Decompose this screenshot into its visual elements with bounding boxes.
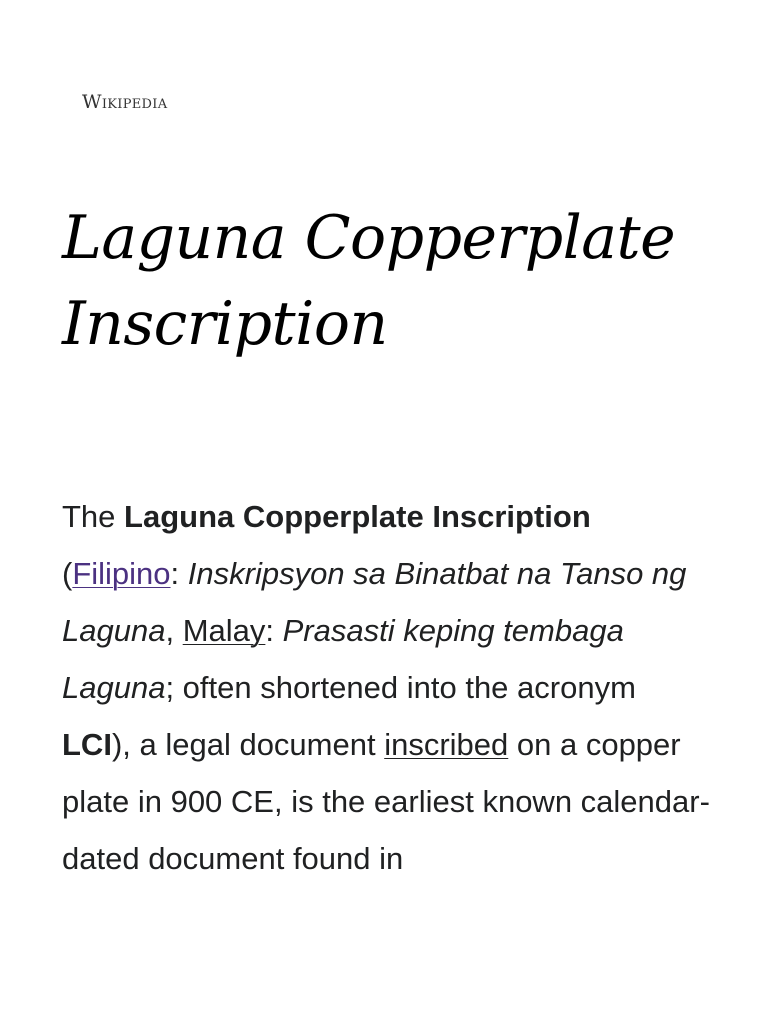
intro-text: The <box>62 499 125 534</box>
link-inscribed[interactable]: inscribed <box>384 727 509 762</box>
acronym-intro-text: ; often shortened into the acronym <box>165 670 636 705</box>
malay-name: Prasasti keping tembaga Laguna <box>62 613 624 705</box>
page-title-line1: Laguna Copperplate <box>62 203 676 273</box>
open-paren: ( <box>62 556 73 591</box>
wikipedia-wordmark-logo[interactable]: Wikipedia <box>82 91 168 113</box>
acronym-bold: LCI <box>62 727 112 762</box>
link-malay[interactable]: Malay <box>182 613 266 648</box>
page-title <box>62 195 742 367</box>
subject-bold-term: Laguna Copperplate Inscription <box>124 499 591 534</box>
comma-text: , <box>165 613 183 648</box>
colon-text: : <box>170 556 188 591</box>
article-intro-paragraph <box>62 488 712 887</box>
page-title-line2: Inscription <box>62 289 388 359</box>
colon-text: : <box>265 613 283 648</box>
legal-document-text: ), a legal document <box>111 727 385 762</box>
article-body-text: on a copper plate in 900 CE, is the earliest known calendar-dated document found in <box>62 727 710 876</box>
filipino-name: Inskripsyon sa Binatbat na Tanso ng Laguna <box>62 556 687 648</box>
link-filipino[interactable]: Filipino <box>72 556 171 591</box>
